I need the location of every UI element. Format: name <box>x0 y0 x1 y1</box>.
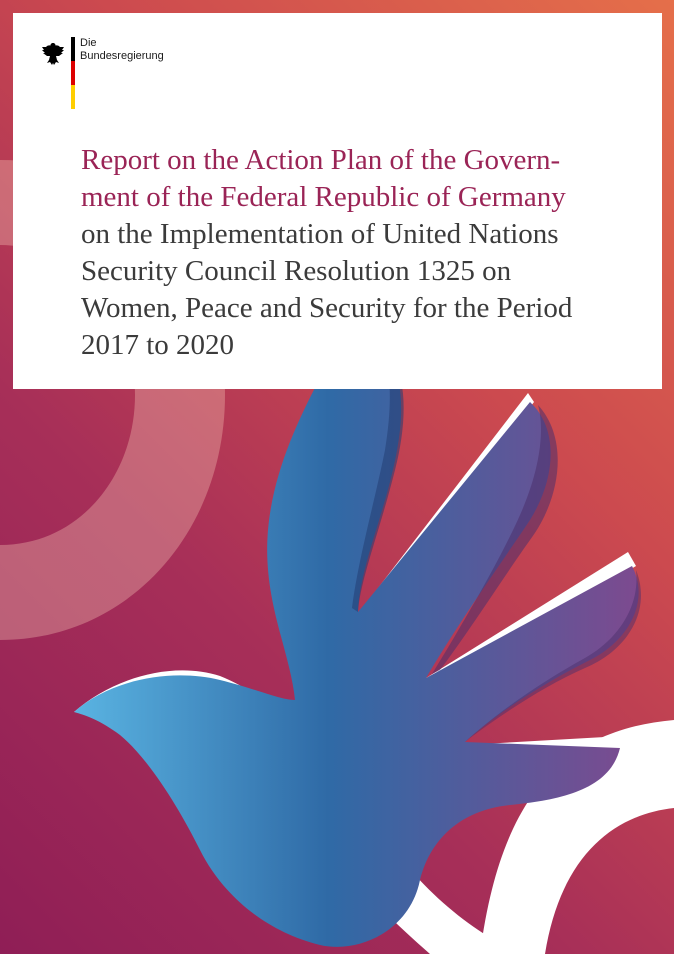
flag-red-stripe <box>71 61 75 85</box>
logo-line-1: Die <box>80 37 97 49</box>
title-line-5: Women, Peace and Security for the Period <box>81 292 573 324</box>
title-line-4: Security Council Resolution 1325 on <box>81 255 512 287</box>
federal-eagle-icon <box>41 41 65 67</box>
title-line-1: Report on the Action Plan of the Govern- <box>81 144 561 176</box>
flag-gold-stripe <box>71 85 75 109</box>
german-flag-bar <box>71 37 75 109</box>
report-title <box>81 142 651 364</box>
flag-black-stripe <box>71 37 75 61</box>
logo-line-2: Bundesregierung <box>80 50 164 62</box>
title-line-3: on the Implementation of United Nations <box>81 218 559 250</box>
bundesregierung-logo <box>37 37 237 127</box>
title-line-6: 2017 to 2020 <box>81 329 235 361</box>
logo-wordmark <box>80 37 164 63</box>
title-panel <box>13 13 662 389</box>
title-line-2: ment of the Federal Republic of Germany <box>81 181 566 213</box>
